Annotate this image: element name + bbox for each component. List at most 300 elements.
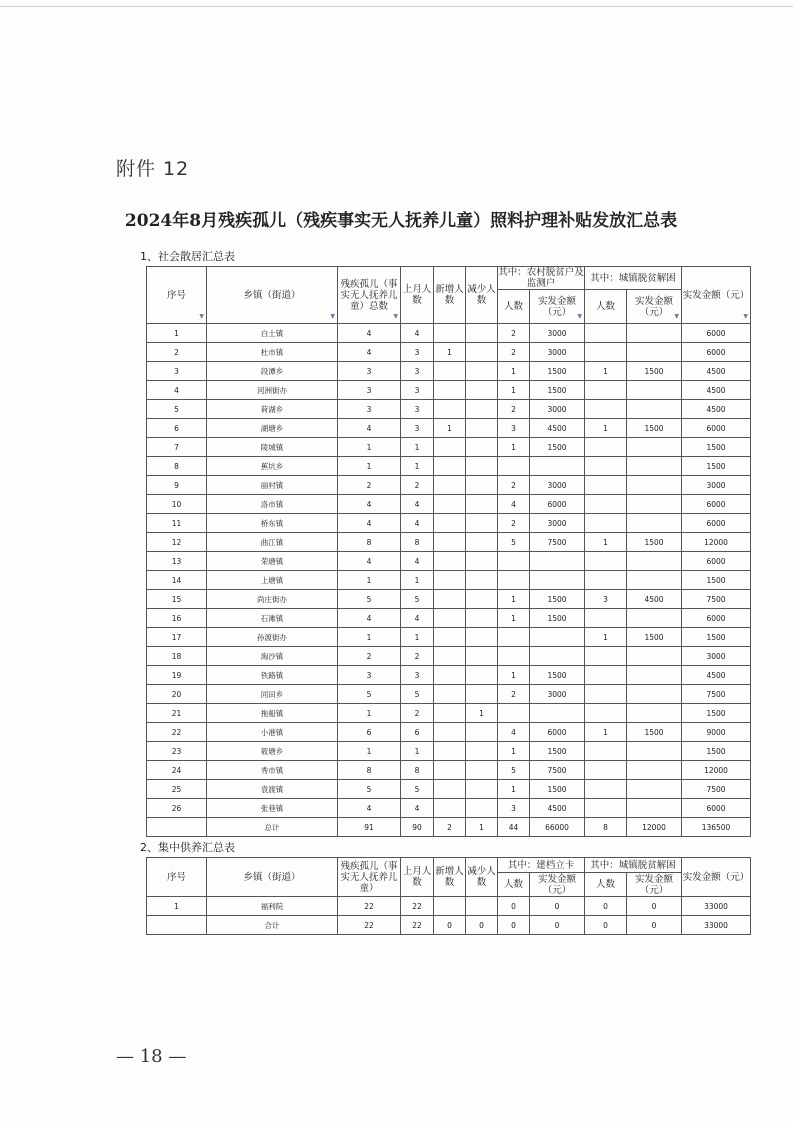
table-cell: 0 bbox=[498, 916, 530, 935]
table-row bbox=[147, 533, 751, 552]
table-cell: 1500 bbox=[627, 533, 682, 552]
table-cell bbox=[434, 897, 466, 916]
table-cell: 1 bbox=[401, 571, 434, 590]
table-cell bbox=[627, 780, 682, 799]
table-cell: 8 bbox=[147, 457, 207, 476]
table-cell bbox=[434, 514, 466, 533]
table-cell: 15 bbox=[147, 590, 207, 609]
table-cell: 河洲街办 bbox=[207, 381, 338, 400]
header-urban-group: 其中：城镇脱贫解困 bbox=[585, 267, 682, 290]
table-cell bbox=[627, 742, 682, 761]
table-cell bbox=[434, 438, 466, 457]
table-cell: 2 bbox=[434, 818, 466, 837]
table-cell: 20 bbox=[147, 685, 207, 704]
table-cell: 4500 bbox=[627, 590, 682, 609]
table-cell: 1 bbox=[338, 457, 401, 476]
table-cell: 6000 bbox=[682, 343, 751, 362]
table-cell: 小港镇 bbox=[207, 723, 338, 742]
table-cell: 1500 bbox=[530, 590, 585, 609]
table-cell: 曲江镇 bbox=[207, 533, 338, 552]
header-file-count: 人数 bbox=[498, 873, 530, 897]
table-cell bbox=[585, 514, 627, 533]
table-cell: 7500 bbox=[530, 761, 585, 780]
table-cell: 7500 bbox=[682, 590, 751, 609]
table-cell bbox=[434, 400, 466, 419]
table-cell bbox=[585, 761, 627, 780]
filter-dropdown-icon[interactable]: ▼ bbox=[393, 313, 398, 320]
table-cell: 4 bbox=[338, 514, 401, 533]
table-cell bbox=[434, 609, 466, 628]
table-row bbox=[147, 761, 751, 780]
table-cell: 2 bbox=[147, 343, 207, 362]
table-cell bbox=[498, 628, 530, 647]
table-cell: 1500 bbox=[682, 628, 751, 647]
table-cell: 2 bbox=[338, 476, 401, 495]
table-cell bbox=[585, 609, 627, 628]
table-cell bbox=[466, 438, 498, 457]
table-cell: 3 bbox=[338, 400, 401, 419]
table-cell: 淘沙镇 bbox=[207, 647, 338, 666]
table-cell bbox=[147, 818, 207, 837]
header-urban-count[interactable]: 人数 bbox=[585, 290, 627, 324]
table-cell bbox=[530, 704, 585, 723]
table-cell: 1 bbox=[147, 897, 207, 916]
table-cell: 0 bbox=[627, 897, 682, 916]
table-cell: 3 bbox=[585, 590, 627, 609]
table-cell bbox=[585, 343, 627, 362]
table-cell: 1 bbox=[585, 419, 627, 438]
table-cell bbox=[434, 780, 466, 799]
table-cell: 上塘镇 bbox=[207, 571, 338, 590]
table-cell: 2 bbox=[498, 514, 530, 533]
table-row bbox=[147, 381, 751, 400]
table-cell: 3 bbox=[401, 400, 434, 419]
table-cell: 5 bbox=[401, 685, 434, 704]
table-cell: 0 bbox=[498, 897, 530, 916]
table-cell bbox=[627, 400, 682, 419]
table-cell: 12000 bbox=[627, 818, 682, 837]
table-cell bbox=[627, 457, 682, 476]
table-cell bbox=[585, 495, 627, 514]
table-cell bbox=[434, 590, 466, 609]
table-cell: 3 bbox=[401, 343, 434, 362]
header-amount[interactable]: 实发金额（元） ▼ bbox=[682, 267, 751, 324]
table-cell: 1 bbox=[434, 419, 466, 438]
table-cell bbox=[585, 799, 627, 818]
page-number: — 18 — bbox=[116, 1046, 187, 1067]
table-cell bbox=[585, 685, 627, 704]
table-cell bbox=[627, 381, 682, 400]
table-cell bbox=[627, 324, 682, 343]
table-cell bbox=[627, 704, 682, 723]
header-rural-count[interactable]: 人数 bbox=[498, 290, 530, 324]
table-cell bbox=[585, 400, 627, 419]
header-amount: 实发金额（元） bbox=[682, 858, 751, 897]
table-cell: 1500 bbox=[682, 571, 751, 590]
header-reduced: 减少人数 bbox=[466, 858, 498, 897]
table-cell: 4500 bbox=[682, 362, 751, 381]
filter-dropdown-icon[interactable]: ▼ bbox=[577, 313, 583, 320]
table-cell: 1500 bbox=[530, 609, 585, 628]
table-cell: 4500 bbox=[530, 419, 585, 438]
table-cell: 4 bbox=[401, 324, 434, 343]
attachment-label: 附件 12 bbox=[116, 158, 190, 180]
table-cell: 1 bbox=[498, 362, 530, 381]
table-cell bbox=[434, 495, 466, 514]
table-cell: 桥东镇 bbox=[207, 514, 338, 533]
section2-heading: 2、集中供养汇总表 bbox=[140, 841, 235, 854]
table-cell: 5 bbox=[498, 533, 530, 552]
table-cell: 3 bbox=[498, 419, 530, 438]
table-cell: 筱塘乡 bbox=[207, 742, 338, 761]
document-title: 2024年8月残疾孤儿（残疾事实无人抚养儿童）照料护理补贴发放汇总表 bbox=[124, 211, 678, 231]
table-cell: 4500 bbox=[682, 381, 751, 400]
table-cell: 0 bbox=[530, 916, 585, 935]
table-cell: 1 bbox=[401, 742, 434, 761]
table-cell bbox=[466, 590, 498, 609]
table-row bbox=[147, 571, 751, 590]
table-cell: 8 bbox=[585, 818, 627, 837]
table-cell: 8 bbox=[401, 533, 434, 552]
centralized-summary-table bbox=[146, 857, 751, 935]
table-cell bbox=[627, 685, 682, 704]
table-cell: 6000 bbox=[682, 609, 751, 628]
table-cell: 6000 bbox=[682, 495, 751, 514]
table-cell: 1 bbox=[401, 628, 434, 647]
header-seq[interactable]: 序号 ▼ bbox=[147, 267, 207, 324]
table-row bbox=[147, 609, 751, 628]
table-cell bbox=[585, 742, 627, 761]
total-row bbox=[147, 916, 751, 935]
table-cell: 袁渡镇 bbox=[207, 780, 338, 799]
table-cell: 1500 bbox=[530, 780, 585, 799]
table-cell: 1500 bbox=[530, 362, 585, 381]
table-cell: 3000 bbox=[530, 476, 585, 495]
table-cell bbox=[466, 476, 498, 495]
table-cell: 3 bbox=[338, 381, 401, 400]
table-cell: 荷湖乡 bbox=[207, 400, 338, 419]
table-cell bbox=[434, 799, 466, 818]
table-cell bbox=[627, 761, 682, 780]
table-cell: 2 bbox=[498, 324, 530, 343]
table-cell: 2 bbox=[498, 400, 530, 419]
table-cell bbox=[434, 628, 466, 647]
table-cell: 5 bbox=[401, 590, 434, 609]
table-cell: 7500 bbox=[682, 780, 751, 799]
table-row bbox=[147, 666, 751, 685]
table-cell bbox=[585, 381, 627, 400]
table-cell bbox=[627, 476, 682, 495]
table-cell: 17 bbox=[147, 628, 207, 647]
table-cell bbox=[466, 457, 498, 476]
table-row bbox=[147, 400, 751, 419]
total-row bbox=[147, 818, 751, 837]
table-cell bbox=[627, 666, 682, 685]
table-row bbox=[147, 628, 751, 647]
table-cell bbox=[627, 647, 682, 666]
table-row bbox=[147, 742, 751, 761]
table-cell: 1 bbox=[585, 723, 627, 742]
table-cell: 6000 bbox=[682, 324, 751, 343]
table-cell bbox=[466, 381, 498, 400]
table-cell: 总计 bbox=[207, 818, 338, 837]
header-total[interactable]: 残疾孤儿（事实无人抚养儿童）总数 ▼ bbox=[338, 267, 401, 324]
table-cell: 5 bbox=[498, 761, 530, 780]
table-cell bbox=[627, 343, 682, 362]
header-reduced[interactable]: 减少人数 bbox=[466, 267, 498, 324]
table-cell: 44 bbox=[498, 818, 530, 837]
table-cell bbox=[530, 457, 585, 476]
table-cell bbox=[466, 723, 498, 742]
table-row bbox=[147, 897, 751, 916]
table-cell: 4 bbox=[498, 723, 530, 742]
table-cell bbox=[627, 514, 682, 533]
table-cell bbox=[627, 609, 682, 628]
table-cell: 2 bbox=[401, 704, 434, 723]
table-cell: 1500 bbox=[627, 419, 682, 438]
table-cell bbox=[466, 571, 498, 590]
table-cell: 12000 bbox=[682, 761, 751, 780]
table-cell bbox=[466, 552, 498, 571]
table-cell bbox=[498, 647, 530, 666]
table-cell: 3000 bbox=[530, 343, 585, 362]
table-cell: 1500 bbox=[530, 742, 585, 761]
table-cell: 4 bbox=[147, 381, 207, 400]
header-urban-count: 人数 bbox=[585, 873, 627, 897]
table-cell: 1500 bbox=[682, 457, 751, 476]
table-cell: 1500 bbox=[627, 723, 682, 742]
table-cell bbox=[466, 666, 498, 685]
table-cell bbox=[434, 742, 466, 761]
table-cell: 5 bbox=[338, 780, 401, 799]
table-cell: 白土镇 bbox=[207, 324, 338, 343]
table-cell: 66000 bbox=[530, 818, 585, 837]
table-cell bbox=[530, 552, 585, 571]
table-row bbox=[147, 324, 751, 343]
table-cell bbox=[585, 324, 627, 343]
table-cell: 0 bbox=[585, 916, 627, 935]
table-cell: 1500 bbox=[627, 362, 682, 381]
section1-heading: 1、社会散居汇总表 bbox=[140, 250, 235, 263]
table-cell: 8 bbox=[338, 761, 401, 780]
table-cell: 1 bbox=[434, 343, 466, 362]
table-cell: 1500 bbox=[682, 742, 751, 761]
table-cell bbox=[434, 761, 466, 780]
table-cell: 4 bbox=[338, 343, 401, 362]
table-cell: 4 bbox=[338, 495, 401, 514]
table-cell: 4 bbox=[401, 799, 434, 818]
table-cell: 尚庄街办 bbox=[207, 590, 338, 609]
table-cell: 22 bbox=[401, 916, 434, 935]
table-cell: 3 bbox=[401, 362, 434, 381]
table-cell: 4500 bbox=[530, 799, 585, 818]
table-cell bbox=[498, 552, 530, 571]
table-cell: 蕉坑乡 bbox=[207, 457, 338, 476]
centralized-table-body bbox=[147, 897, 751, 935]
table-cell: 24 bbox=[147, 761, 207, 780]
table-cell: 21 bbox=[147, 704, 207, 723]
table-cell: 91 bbox=[338, 818, 401, 837]
table-cell: 22 bbox=[338, 916, 401, 935]
table-cell: 3 bbox=[498, 799, 530, 818]
table-cell: 杜市镇 bbox=[207, 343, 338, 362]
table-cell bbox=[585, 552, 627, 571]
table-cell: 4 bbox=[401, 609, 434, 628]
table-cell bbox=[498, 704, 530, 723]
scattered-table-body bbox=[147, 324, 751, 837]
table-cell bbox=[466, 897, 498, 916]
table-cell: 33000 bbox=[682, 897, 751, 916]
table-cell bbox=[434, 685, 466, 704]
table-cell: 1 bbox=[498, 609, 530, 628]
table-cell: 23 bbox=[147, 742, 207, 761]
table-cell: 25 bbox=[147, 780, 207, 799]
table-row bbox=[147, 514, 751, 533]
table-cell: 1500 bbox=[530, 381, 585, 400]
table-cell: 2 bbox=[498, 685, 530, 704]
table-cell: 1 bbox=[401, 457, 434, 476]
table-cell bbox=[585, 647, 627, 666]
header-last-month[interactable]: 上月人数 bbox=[401, 267, 434, 324]
table-cell bbox=[627, 495, 682, 514]
table-cell: 6 bbox=[147, 419, 207, 438]
table-cell: 1 bbox=[498, 438, 530, 457]
table-cell: 0 bbox=[627, 916, 682, 935]
header-seq: 序号 bbox=[147, 858, 207, 897]
table-cell: 3 bbox=[401, 419, 434, 438]
header-added[interactable]: 新增人数 bbox=[434, 267, 466, 324]
header-rural-group: 其中：农村脱贫户及监测户 bbox=[498, 267, 584, 289]
table-cell: 22 bbox=[338, 897, 401, 916]
table-cell bbox=[530, 571, 585, 590]
filter-dropdown-icon[interactable]: ▼ bbox=[330, 313, 335, 320]
table-cell: 4 bbox=[338, 419, 401, 438]
table-cell: 1 bbox=[498, 381, 530, 400]
table-cell: 荣塘镇 bbox=[207, 552, 338, 571]
table-cell bbox=[466, 362, 498, 381]
table-cell bbox=[434, 647, 466, 666]
table-cell: 5 bbox=[147, 400, 207, 419]
table-cell bbox=[147, 916, 207, 935]
table-cell: 1 bbox=[498, 780, 530, 799]
table-cell: 张巷镇 bbox=[207, 799, 338, 818]
table-cell: 22 bbox=[401, 897, 434, 916]
table-cell bbox=[466, 343, 498, 362]
table-cell: 2 bbox=[401, 476, 434, 495]
header-urban-amount[interactable]: 实发金额（元） ▼ bbox=[627, 290, 682, 324]
table-cell: 石滩镇 bbox=[207, 609, 338, 628]
table-cell: 孙渡街办 bbox=[207, 628, 338, 647]
table-cell bbox=[627, 438, 682, 457]
table-cell: 3000 bbox=[682, 647, 751, 666]
table-cell: 3 bbox=[401, 666, 434, 685]
table-cell bbox=[585, 780, 627, 799]
table-cell: 6000 bbox=[682, 419, 751, 438]
table-row bbox=[147, 704, 751, 723]
table-cell: 33000 bbox=[682, 916, 751, 935]
table-row bbox=[147, 362, 751, 381]
table-cell bbox=[498, 571, 530, 590]
table-cell bbox=[434, 552, 466, 571]
table-cell bbox=[434, 476, 466, 495]
table-cell: 0 bbox=[434, 916, 466, 935]
table-cell bbox=[466, 761, 498, 780]
table-row bbox=[147, 647, 751, 666]
table-cell: 1500 bbox=[627, 628, 682, 647]
table-cell: 4 bbox=[401, 552, 434, 571]
table-cell bbox=[466, 533, 498, 552]
table-cell: 2 bbox=[401, 647, 434, 666]
filter-dropdown-icon[interactable]: ▼ bbox=[674, 313, 680, 320]
table-cell: 洛市镇 bbox=[207, 495, 338, 514]
table-cell: 7500 bbox=[530, 533, 585, 552]
header-total: 残疾孤儿（事实无人抚养儿童） bbox=[338, 858, 401, 897]
header-added: 新增人数 bbox=[434, 858, 466, 897]
table-cell bbox=[627, 552, 682, 571]
table-cell: 2 bbox=[498, 476, 530, 495]
table-cell: 11 bbox=[147, 514, 207, 533]
table-cell bbox=[466, 400, 498, 419]
table-cell bbox=[466, 799, 498, 818]
table-cell: 0 bbox=[466, 916, 498, 935]
table-cell: 湖塘乡 bbox=[207, 419, 338, 438]
table-cell bbox=[434, 571, 466, 590]
table-cell: 8 bbox=[401, 761, 434, 780]
table-cell bbox=[466, 780, 498, 799]
table-cell bbox=[585, 438, 627, 457]
table-cell bbox=[466, 419, 498, 438]
table-cell: 福利院 bbox=[207, 897, 338, 916]
table-cell bbox=[434, 723, 466, 742]
table-cell bbox=[585, 704, 627, 723]
table-cell: 5 bbox=[401, 780, 434, 799]
table-cell: 1500 bbox=[682, 704, 751, 723]
table-cell: 1 bbox=[147, 324, 207, 343]
table-cell: 陵城镇 bbox=[207, 438, 338, 457]
table-cell: 4 bbox=[498, 495, 530, 514]
table-cell: 4 bbox=[338, 799, 401, 818]
table-cell: 6000 bbox=[530, 495, 585, 514]
table-row bbox=[147, 799, 751, 818]
table-cell: 8 bbox=[338, 533, 401, 552]
header-file-amount: 实发金额（元） bbox=[530, 873, 585, 897]
table-cell bbox=[585, 666, 627, 685]
table-cell: 合计 bbox=[207, 916, 338, 935]
table-cell: 1 bbox=[466, 704, 498, 723]
table-cell: 0 bbox=[530, 897, 585, 916]
table-cell: 3000 bbox=[530, 324, 585, 343]
header-town[interactable]: 乡镇（街道） ▼ bbox=[207, 267, 338, 324]
table-cell: 1 bbox=[338, 438, 401, 457]
table-cell: 铁路镇 bbox=[207, 666, 338, 685]
table-cell bbox=[434, 704, 466, 723]
table-cell: 6 bbox=[338, 723, 401, 742]
filter-dropdown-icon[interactable]: ▼ bbox=[199, 313, 204, 320]
top-scan-edge bbox=[0, 6, 793, 7]
table-cell: 1 bbox=[338, 742, 401, 761]
table-cell bbox=[466, 742, 498, 761]
table-cell: 1 bbox=[585, 628, 627, 647]
table-cell bbox=[434, 324, 466, 343]
table-cell: 1 bbox=[585, 533, 627, 552]
filter-dropdown-icon[interactable]: ▼ bbox=[743, 313, 749, 320]
table-row bbox=[147, 552, 751, 571]
header-rural-amount[interactable]: 实发金额（元） ▼ bbox=[530, 290, 585, 324]
table-cell: 4 bbox=[401, 495, 434, 514]
table-cell: 1500 bbox=[530, 666, 585, 685]
header-last-month: 上月人数 bbox=[401, 858, 434, 897]
table-cell: 1 bbox=[338, 628, 401, 647]
